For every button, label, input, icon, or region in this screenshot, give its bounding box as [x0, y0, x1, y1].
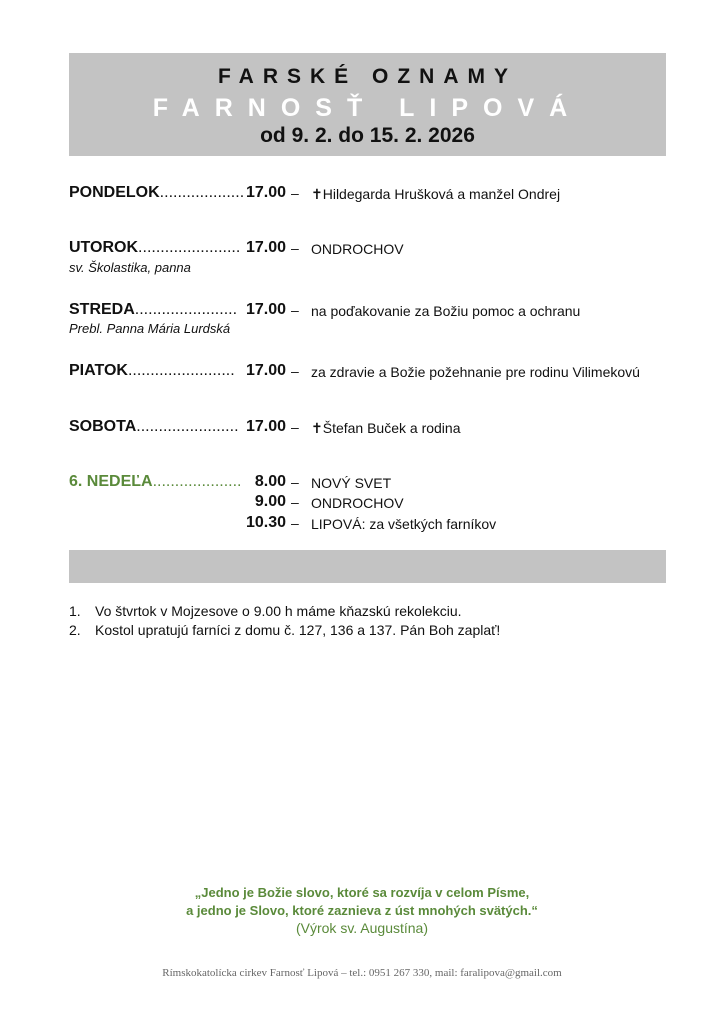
mass-intention: za zdravie a Božie požehnanie pre rodinu Vilimekovú: [311, 364, 640, 380]
mass-time: 17.00: [245, 184, 286, 201]
schedule-row-sunday-2: [0, 493, 724, 515]
header-band: [69, 53, 666, 156]
mass-intention: ✝Štefan Buček a rodina: [311, 420, 461, 436]
date-range: od 9. 2. do 15. 2. 2026: [260, 124, 475, 147]
notice-item: [69, 603, 462, 619]
feast-label: sv. Školastika, panna: [69, 260, 191, 275]
mass-time: 17.00: [245, 418, 286, 435]
footer-contact: Rímskokatolícka cirkev Farnosť Lipová – tel.: 0951 267 330, mail: faralipova@gmail.com: [162, 967, 562, 979]
schedule-row-saturday: [0, 418, 724, 440]
mass-time: 17.00: [245, 362, 286, 379]
dash: –: [291, 240, 299, 256]
dash: –: [291, 474, 299, 490]
day-label: 6. NEDEĽA....................: [69, 473, 242, 490]
notice-number: 1.: [69, 603, 81, 619]
quote-line-2: a jedno je Slovo, ktoré zaznieva z úst mnohých svätých.“: [186, 903, 538, 918]
dash: –: [291, 302, 299, 318]
mass-intention: na poďakovanie za Božiu pomoc a ochranu: [311, 303, 581, 319]
schedule-row-sunday-3: [0, 514, 724, 536]
mass-intention: LIPOVÁ: za všetkých farníkov: [311, 516, 497, 532]
schedule-row-wednesday: [0, 301, 724, 323]
quote-source: (Výrok sv. Augustína): [295, 920, 428, 936]
mass-intention: ✝Hildegarda Hrušková a manžel Ondrej: [311, 186, 561, 202]
notice-text: Kostol upratujú farníci z domu č. 127, 136 a 137. Pán Boh zaplať!: [95, 622, 501, 638]
dash: –: [291, 419, 299, 435]
feast-label: Prebl. Panna Mária Lurdská: [69, 321, 231, 336]
separator-band: [69, 550, 666, 583]
mass-time: 17.00: [245, 239, 286, 256]
dash: –: [291, 515, 299, 531]
dash: –: [291, 185, 299, 201]
schedule-row-tuesday: [0, 239, 724, 261]
schedule-row-monday: [0, 184, 724, 206]
mass-time: 8.00: [254, 473, 286, 490]
notice-number: 2.: [69, 622, 81, 638]
page-title: FARSKÉ OZNAMY: [217, 65, 517, 88]
day-label: UTOROK.......................: [69, 239, 241, 256]
mass-time: 10.30: [245, 514, 286, 531]
day-label: PONDELOK...................: [69, 184, 245, 201]
day-label: SOBOTA.......................: [69, 418, 239, 435]
mass-time: 17.00: [245, 301, 286, 318]
day-label: STREDA.......................: [69, 301, 238, 318]
mass-intention: ONDROCHOV: [311, 241, 404, 257]
mass-intention: NOVÝ SVET: [311, 475, 392, 491]
schedule-row-sunday: [0, 473, 724, 495]
notice-item: [69, 622, 500, 638]
day-label: PIATOK........................: [69, 362, 235, 379]
dash: –: [291, 363, 299, 379]
mass-intention: ONDROCHOV: [311, 495, 404, 511]
notice-text: Vo štvrtok v Mojzesove o 9.00 h máme kňazskú rekolekciu.: [95, 603, 462, 619]
schedule-row-friday: [0, 362, 724, 384]
mass-time: 9.00: [254, 493, 286, 510]
quote-line-1: „Jedno je Božie slovo, ktoré sa rozvíja v celom Písme,: [194, 885, 530, 900]
parish-name: FARNOSŤ LIPOVÁ: [152, 94, 583, 122]
dash: –: [291, 494, 299, 510]
